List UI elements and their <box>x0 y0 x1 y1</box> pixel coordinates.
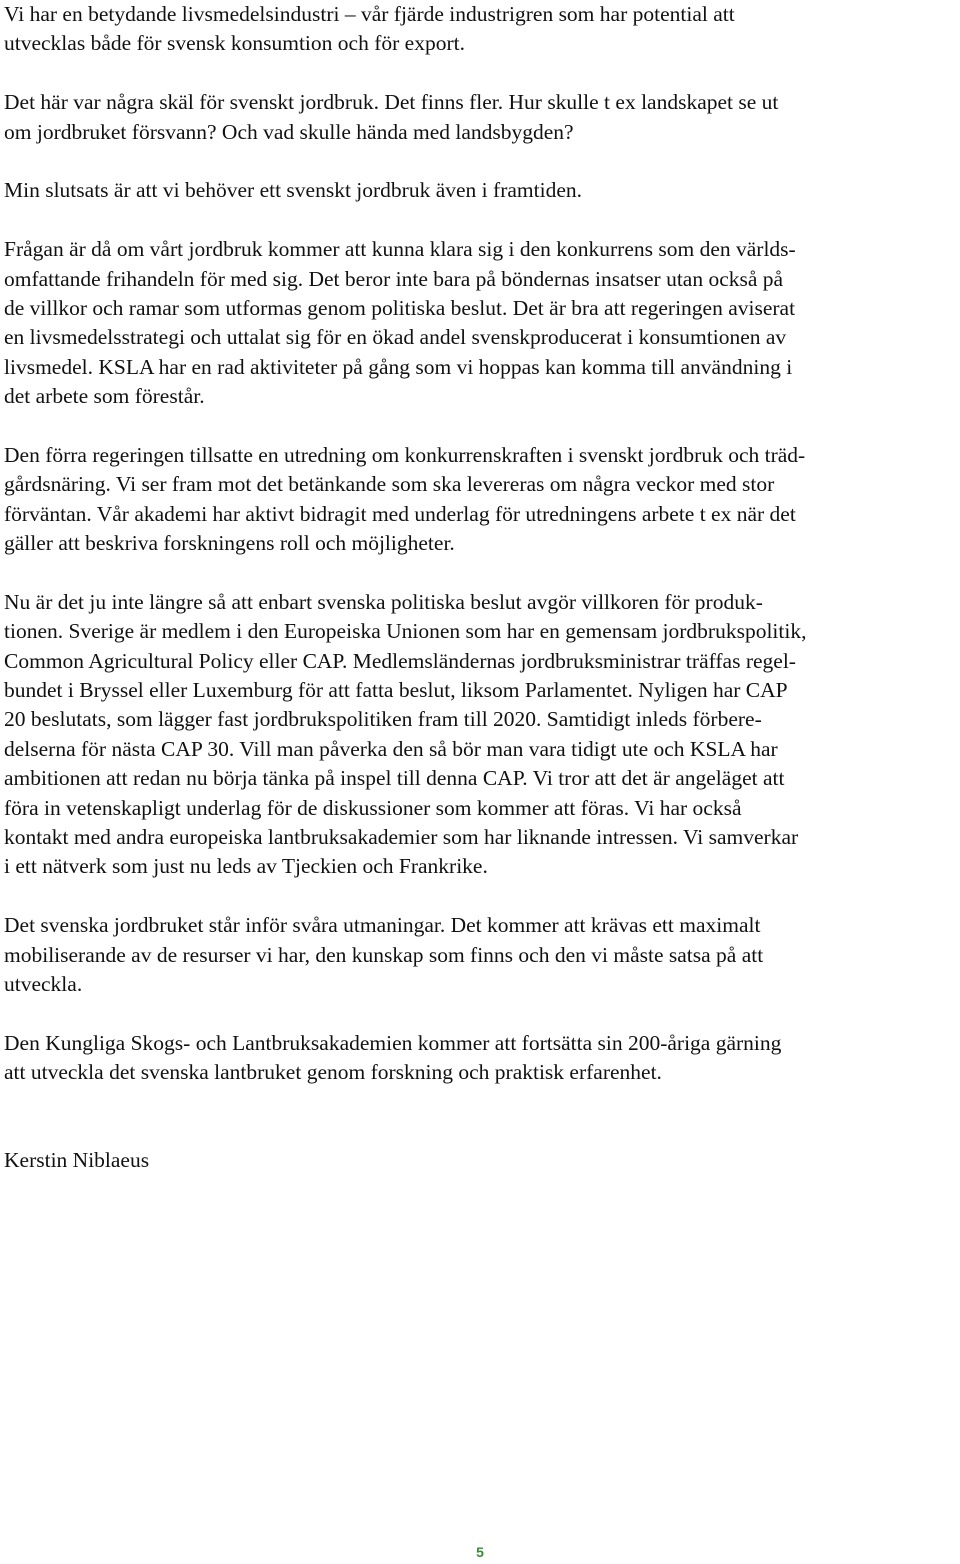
paragraph-gap <box>4 147 954 176</box>
paragraph-gap <box>4 999 954 1028</box>
text-line: föra in vetenskapligt underlag för de diskussioner som kommer att föras. Vi har också <box>4 795 742 820</box>
text-line: gårdsnäring. Vi ser fram mot det betänkande som ska levereras om några veckor med stor <box>4 472 775 497</box>
text-line: förväntan. Vår akademi har aktivt bidragit med underlag för utredningens arbete t ex när det <box>4 501 796 526</box>
text-line: gäller att beskriva forskningens roll och möjligheter. <box>4 531 455 556</box>
text-line: omfattande frihandeln för med sig. Det beror inte bara på böndernas insatser utan också på <box>4 266 784 291</box>
text-line: en livsmedelsstrategi och uttalat sig för en ökad andel svenskproducerat i konsumtionen av <box>4 325 787 350</box>
signature-gap <box>4 1087 954 1146</box>
paragraph-7 <box>4 911 954 999</box>
paragraph-gap <box>4 411 954 440</box>
paragraph-gap <box>4 558 954 587</box>
text-line: att utveckla det svenska lantbruket genom forskning och praktisk erfarenhet. <box>4 1060 662 1085</box>
paragraph-6 <box>4 588 954 882</box>
paragraph-gap <box>4 206 954 235</box>
text-line: i ett nätverk som just nu leds av Tjeckien och Frankrike. <box>4 854 488 879</box>
page-number: 5 <box>476 1544 484 1560</box>
text-line: Den förra regeringen tillsatte en utredning om konkurrenskraften i svenskt jordbruk och träd- <box>4 442 806 467</box>
text-line: tionen. Sverige är medlem i den Europeiska Unionen som har en gemensam jordbrukspolitik, <box>4 619 807 644</box>
text-line: Min slutsats är att vi behöver ett svenskt jordbruk även i framtiden. <box>4 178 582 203</box>
paragraph-gap <box>4 882 954 911</box>
text-line: Det svenska jordbruket står inför svåra utmaningar. Det kommer att krävas ett maximalt <box>4 913 761 938</box>
text-line: Vi har en betydande livsmedelsindustri – vår fjärde industrigren som har potential att <box>4 2 735 26</box>
paragraph-8 <box>4 1029 954 1088</box>
text-line: ambitionen att redan nu börja tänka på inspel till denna CAP. Vi tror att det är angeläget att <box>4 766 785 791</box>
text-line: bundet i Bryssel eller Luxemburg för att fatta beslut, liksom Parlamentet. Nyligen har CAP <box>4 677 788 702</box>
paragraph-3 <box>4 176 954 205</box>
text-line: mobiliserande av de resurser vi har, den kunskap som finns och den vi måste satsa på att <box>4 942 764 967</box>
text-line: Nu är det ju inte längre så att enbart svenska politiska beslut avgör villkoren för produk- <box>4 589 763 614</box>
text-line: om jordbruket försvann? Och vad skulle hända med landsbygden? <box>4 119 574 144</box>
text-line: utvecklas både för svensk konsumtion och för export. <box>4 31 465 56</box>
text-line: Det här var några skäl för svenskt jordbruk. Det finns fler. Hur skulle t ex landskapet se ut <box>4 90 779 115</box>
paragraph-4 <box>4 235 954 411</box>
paragraph-2 <box>4 88 954 147</box>
text-line: Den Kungliga Skogs- och Lantbruksakademien kommer att fortsätta sin 200-åriga gärning <box>4 1030 782 1055</box>
paragraph-1 <box>4 0 954 59</box>
text-line: utveckla. <box>4 971 83 996</box>
text-line: det arbete som förestår. <box>4 384 205 409</box>
text-line: delserna för nästa CAP 30. Vill man påverka den så bör man vara tidigt ute och KSLA har <box>4 736 778 761</box>
text-line: livsmedel. KSLA har en rad aktiviteter på gång som vi hoppas kan komma till användning i <box>4 354 793 379</box>
text-line: Frågan är då om vårt jordbruk kommer att kunna klara sig i den konkurrens som den världs- <box>4 237 796 262</box>
text-line: de villkor och ramar som utformas genom politiska beslut. Det är bra att regeringen aviserat <box>4 295 796 320</box>
document-page <box>4 0 954 1176</box>
text-line: Common Agricultural Policy eller CAP. Medlemsländernas jordbruksministrar träffas regel- <box>4 648 796 673</box>
paragraph-gap <box>4 59 954 88</box>
text-line: 20 beslutats, som lägger fast jordbrukspolitiken fram till 2020. Samtidigt inleds förbere- <box>4 707 762 732</box>
signature: Kerstin Niblaeus <box>4 1148 150 1173</box>
paragraph-5 <box>4 441 954 559</box>
text-line: kontakt med andra europeiska lantbruksakademier som har liknande intressen. Vi samverkar <box>4 824 799 849</box>
